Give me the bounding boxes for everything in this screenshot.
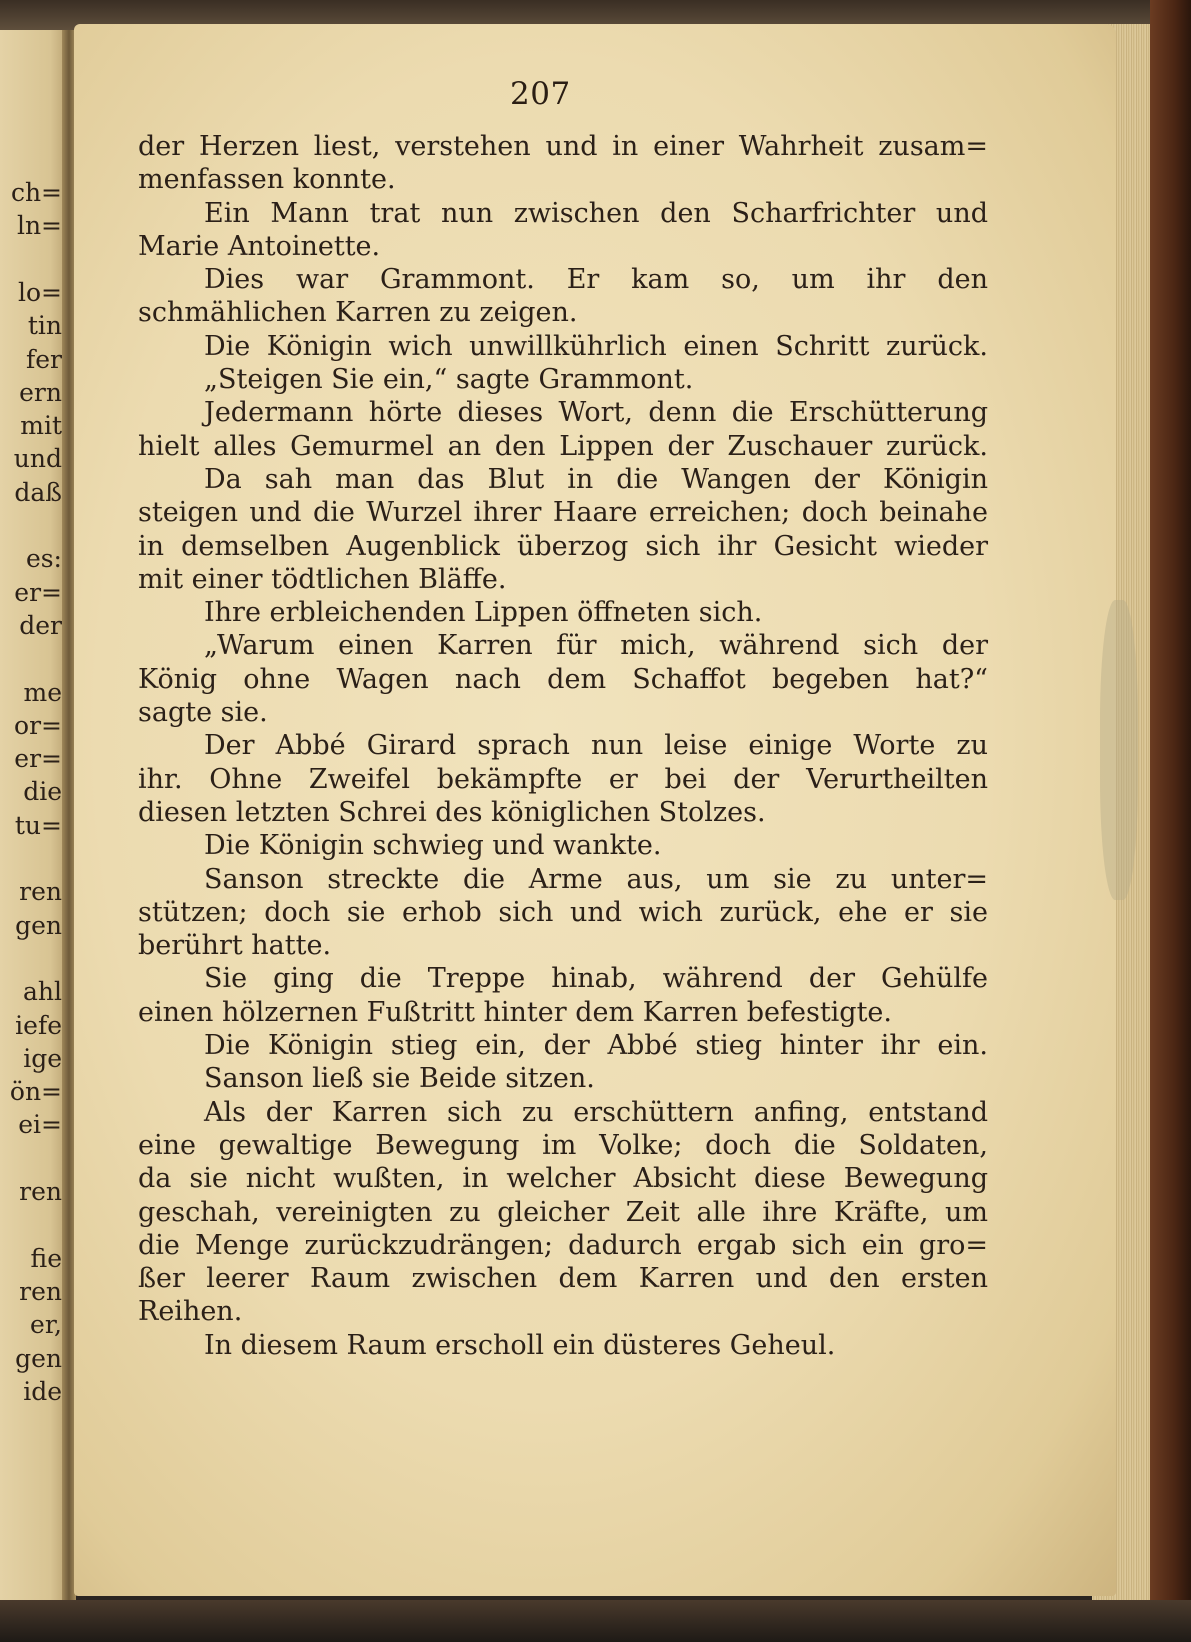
- text-line: in demselben Augenblick überzog sich ihr Gesicht wieder: [138, 530, 988, 562]
- text-line: berührt hatte.: [138, 930, 332, 962]
- text-line: Da sah man das Blut in die Wangen der Königin: [204, 463, 988, 495]
- left-page-fragment: ln=: [16, 211, 62, 241]
- left-page-fragment: ren: [19, 1177, 62, 1206]
- left-page-fragment: und: [13, 444, 62, 474]
- left-page-fragment: ei=: [18, 1110, 62, 1140]
- text-line: die Menge zurückzudrängen; dadurch ergab sich ein gro=: [138, 1229, 988, 1261]
- text-line: „Steigen Sie ein,“ sagte Grammont.: [204, 364, 694, 396]
- left-page-fragment: gen: [15, 1343, 62, 1373]
- text-line: Ein Mann trat nun zwischen den Scharfrichter und: [204, 197, 988, 229]
- body-text: [138, 130, 988, 1362]
- text-line: Als der Karren sich zu erschüttern anfing, entstand: [204, 1096, 988, 1128]
- left-page-fragment: ide: [23, 1376, 62, 1406]
- left-page-fragment: der: [19, 610, 62, 640]
- left-page-fragment: tu=: [14, 810, 62, 840]
- left-page-fragment: daß: [14, 477, 62, 507]
- page-number: 207: [510, 76, 571, 112]
- left-page-fragment: er=: [14, 744, 62, 774]
- left-page-fragment: ön=: [9, 1077, 62, 1107]
- text-line: „Warum einen Karren für mich, während sich der: [204, 630, 988, 662]
- left-page-fragment: er,: [30, 1310, 62, 1340]
- text-line: diesen letzten Schrei des königlichen Stolzes.: [138, 796, 766, 828]
- text-line: Die Königin wich unwillkührlich einen Schritt zurück.: [204, 330, 988, 362]
- text-line: einen hölzernen Fußtritt hinter dem Karren befestigte.: [138, 996, 892, 1028]
- left-page-fragment: fer: [26, 344, 62, 374]
- left-page-fragment: gen: [15, 910, 62, 940]
- left-page-fragment: die: [23, 777, 62, 807]
- text-line: Dies war Grammont. Er kam so, um ihr den: [204, 264, 988, 296]
- text-line: Sie ging die Treppe hinab, während der Gehülfe: [204, 963, 988, 995]
- left-page-fragment: ren: [19, 877, 62, 907]
- text-line: Die Königin stieg ein, der Abbé stieg hinter ihr ein.: [204, 1030, 988, 1062]
- left-page-fragment: lo=: [18, 277, 62, 307]
- text-line: Der Abbé Girard sprach nun leise einige Worte zu: [204, 730, 988, 762]
- text-line: stützen; doch sie erhob sich und wich zurück, ehe er sie: [138, 896, 988, 928]
- left-page-fragment: ren: [19, 1276, 62, 1306]
- text-line: Ihre erbleichenden Lippen öffneten sich.: [204, 597, 763, 629]
- left-page-fragment: iefe: [15, 1010, 62, 1040]
- text-line: hielt alles Gemurmel an den Lippen der Zuschauer zurück.: [138, 430, 988, 462]
- left-page-fragment: ahl: [22, 977, 62, 1007]
- left-page-fragment: ern: [19, 377, 62, 407]
- text-line: Marie Antoinette.: [138, 230, 381, 262]
- text-line: geschah, vereinigten zu gleicher Zeit alle ihre Kräfte, um: [138, 1196, 988, 1228]
- text-line: ihr. Ohne Zweifel bekämpfte er bei der Verurtheilten: [138, 763, 988, 795]
- left-page-fragment: tin: [27, 311, 62, 341]
- text-line: Sanson ließ sie Beide sitzen.: [204, 1063, 595, 1095]
- text-line: mit einer tödtlichen Bläffe.: [138, 563, 507, 595]
- text-line: In diesem Raum erscholl ein düsteres Geheul.: [204, 1329, 836, 1361]
- text-line: Sanson streckte die Arme aus, um sie zu unter=: [204, 863, 988, 895]
- left-page-fragment: mit: [20, 411, 62, 441]
- left-page-fragment: or=: [14, 710, 62, 740]
- text-line: schmählichen Karren zu zeigen.: [138, 297, 578, 329]
- page-stain: [1100, 600, 1138, 900]
- left-page-fragment: er=: [14, 577, 62, 607]
- left-page-fragment: ige: [23, 1043, 62, 1073]
- left-page-fragment: es:: [25, 544, 62, 574]
- text-line: sagte sie.: [138, 697, 268, 729]
- text-line: menfassen konnte.: [138, 164, 396, 196]
- book-bottom-edge: [0, 1600, 1191, 1642]
- text-line: Reihen.: [138, 1296, 243, 1328]
- left-page-fragment: ch=: [10, 178, 62, 207]
- text-line: Die Königin schwieg und wankte.: [204, 830, 662, 862]
- text-line: steigen und die Wurzel ihrer Haare erreichen; doch beinahe: [138, 497, 988, 529]
- left-page-fragment: me: [23, 677, 62, 707]
- book-cover-edge: [1150, 0, 1191, 1642]
- text-line: der Herzen liest, verstehen und in einer Wahrheit zusam=: [138, 131, 988, 162]
- text-line: König ohne Wagen nach dem Schaffot begeben hat?“: [138, 663, 988, 695]
- text-line: da sie nicht wußten, in welcher Absicht diese Bewegung: [138, 1163, 988, 1195]
- text-line: eine gewaltige Bewegung im Volke; doch die Soldaten,: [138, 1129, 988, 1161]
- left-page-fragment: fie: [30, 1243, 62, 1273]
- text-line: ßer leerer Raum zwischen dem Karren und den ersten: [138, 1263, 988, 1295]
- text-line: Jedermann hörte dieses Wort, denn die Erschütterung: [204, 397, 988, 429]
